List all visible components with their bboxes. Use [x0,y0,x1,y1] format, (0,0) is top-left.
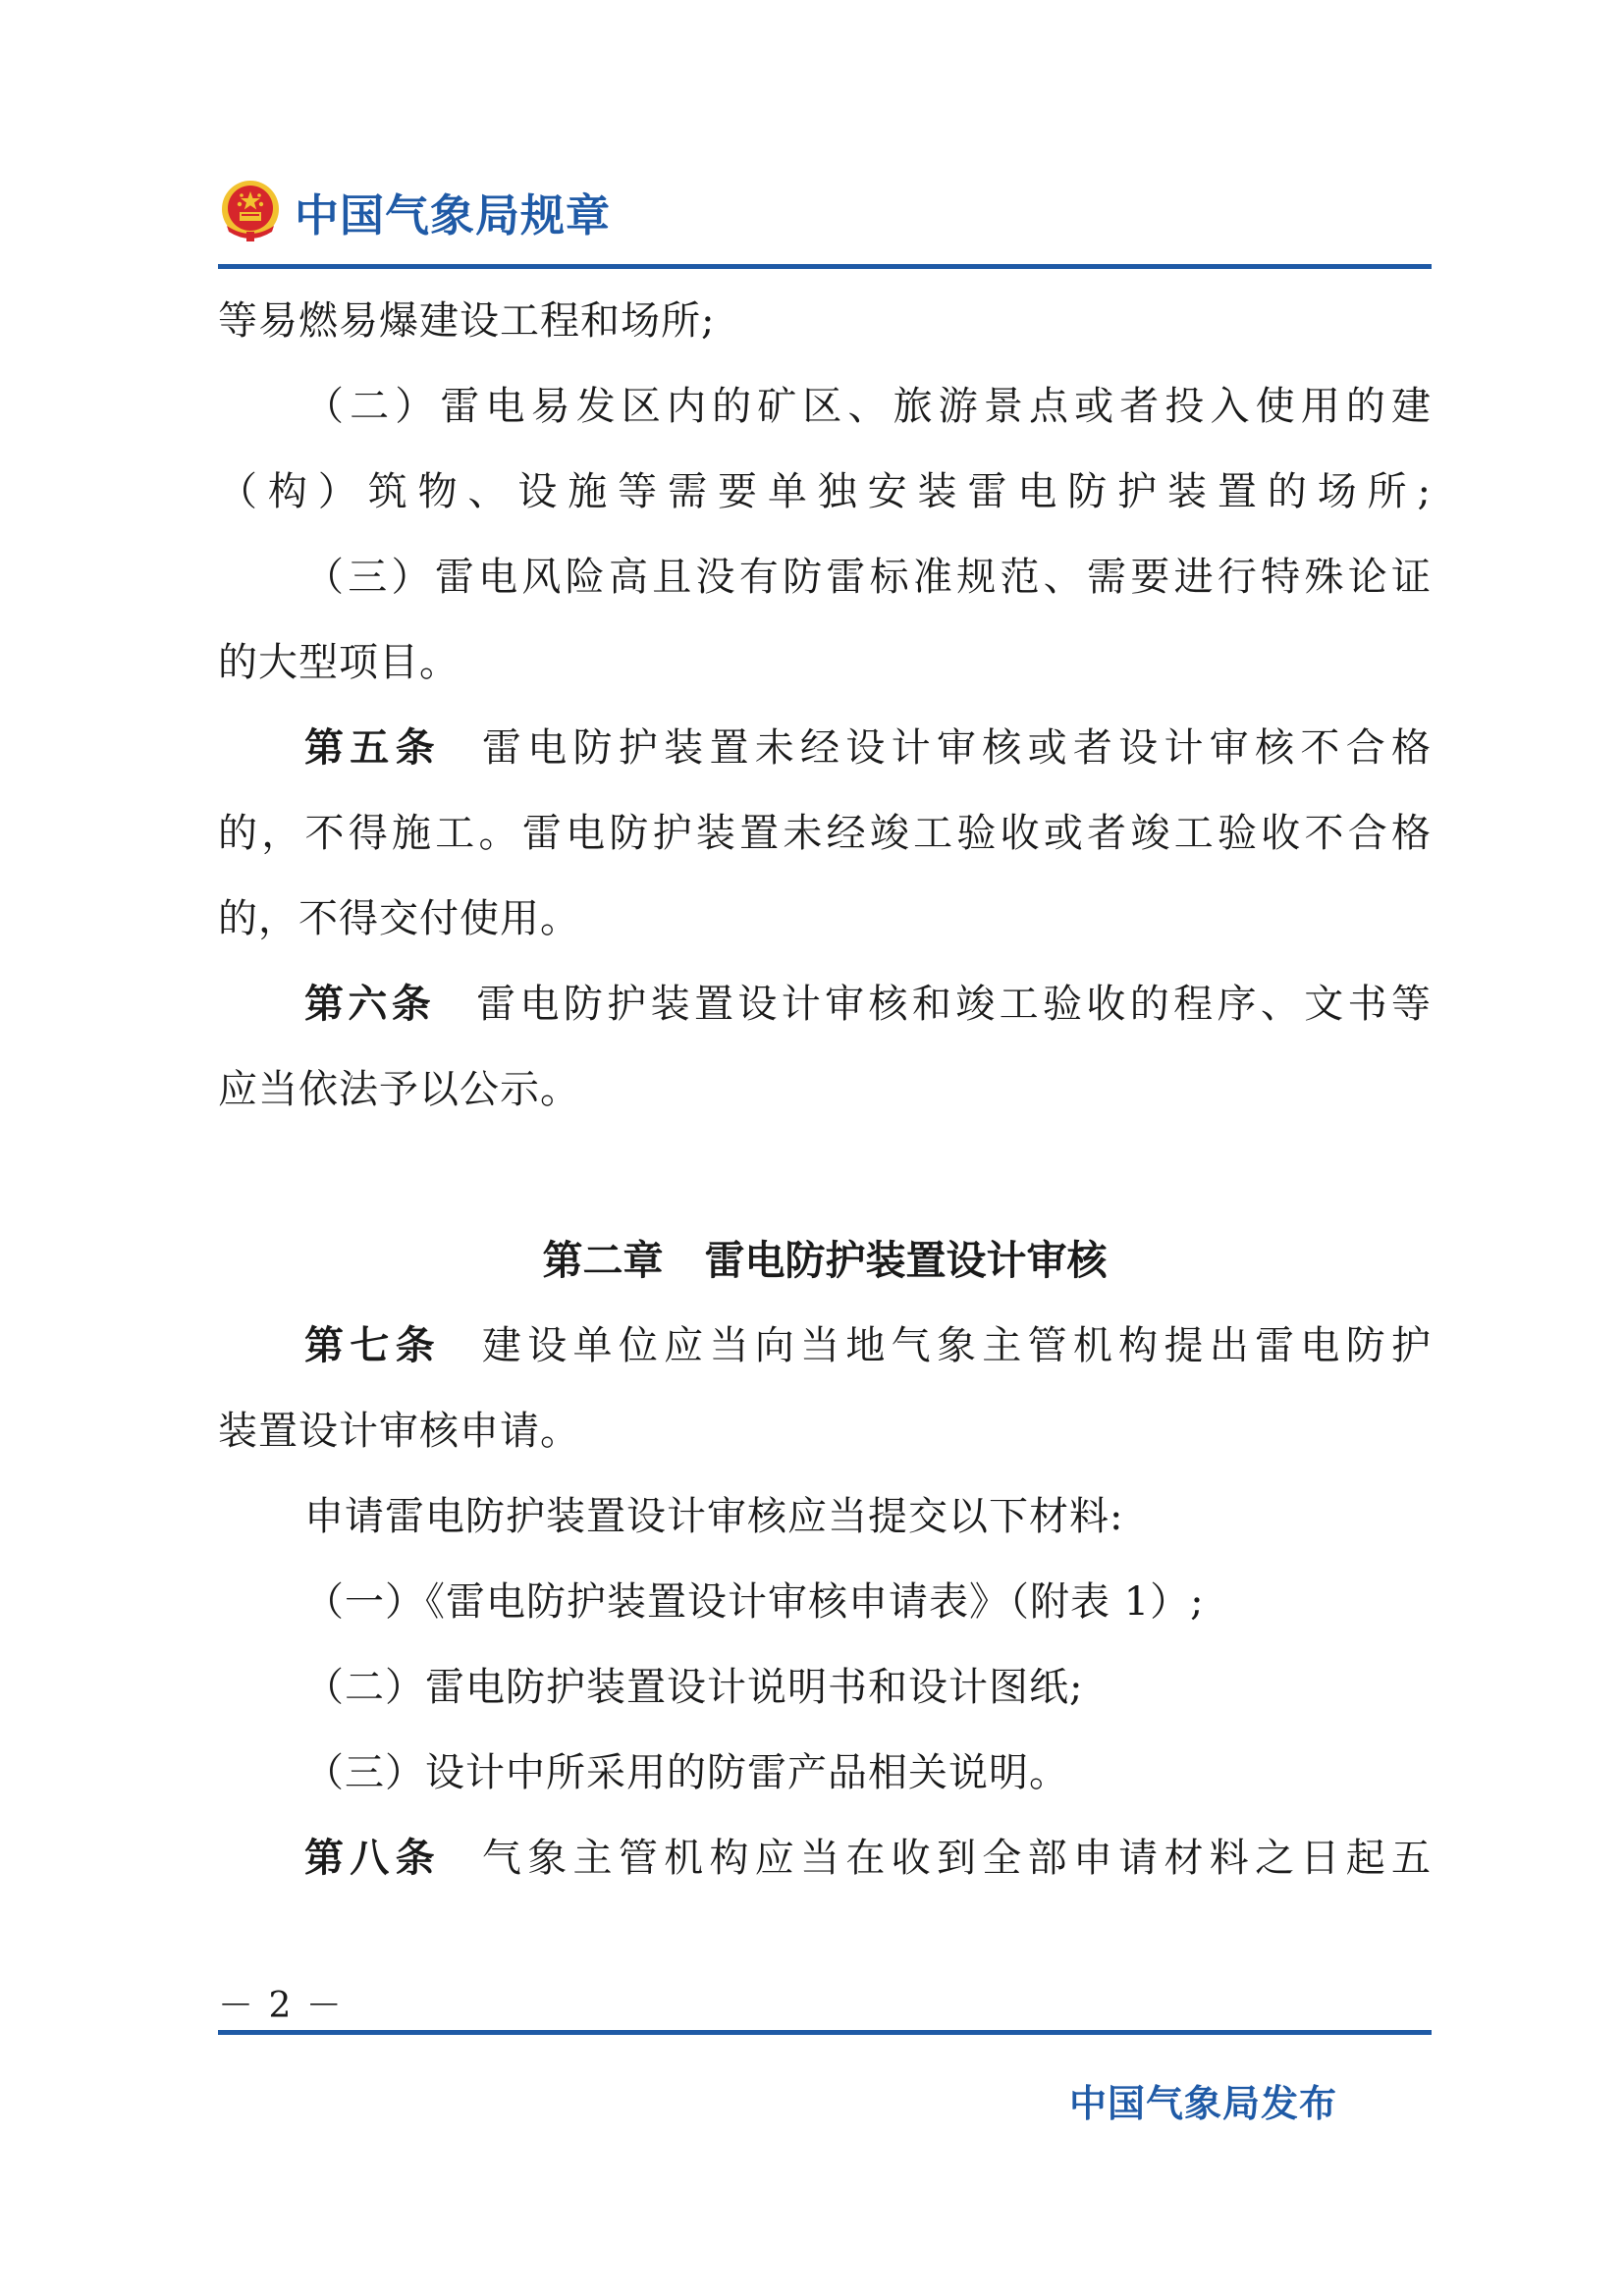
article-text: 建设单位应当向当地气象主管机构提出雷电防护 [481,1323,1433,1368]
text-line: 的大型项目。 [218,640,460,685]
list-item: （三）设计中所采用的防雷产品相关说明。 [304,1750,1069,1795]
article-label: 第七条 [304,1323,441,1368]
article-5 [218,706,1432,791]
list-item: （一）《雷电防护装置设计审核申请表》（附表 1）; [304,1579,1205,1625]
publisher: 中国气象局发布 [1068,2082,1337,2125]
article-text: 气象主管机构应当在收到全部申请材料之日起五 [481,1836,1433,1881]
list-item: （二）雷电防护装置设计说明书和设计图纸; [304,1665,1084,1710]
article-label: 第六条 [304,982,436,1027]
national-emblem-icon [218,179,283,243]
text-line: 的，不得交付使用。 [218,896,580,941]
page-header [218,177,611,245]
article-6 [218,962,1432,1047]
text-line: （三）雷电风险高且没有防雷标准规范、需要进行特殊论证 [304,555,1432,600]
text-line: （构）筑物、设施等需要单独安装雷电防护装置的场所; [218,469,1432,514]
chapter-title: 雷电防护装置设计审核 [704,1237,1108,1284]
chapter-number: 第二章 [542,1237,664,1284]
text-line: 申请雷电防护装置设计审核应当提交以下材料: [304,1494,1124,1539]
article-label: 第五条 [304,725,441,771]
page-number: － 2 － [218,1986,344,2026]
text-line: （二）雷电易发区内的矿区、旅游景点或者投入使用的建 [304,384,1432,429]
header-divider [218,264,1432,269]
text-line: 装置设计审核申请。 [218,1409,580,1454]
article-7 [218,1304,1432,1389]
article-text: 雷电防护装置设计审核和竣工验收的程序、文书等 [476,982,1432,1027]
article-label: 第八条 [304,1836,441,1881]
document-body [218,279,1432,1901]
article-text: 雷电防护装置未经设计审核或者设计审核不合格 [481,725,1433,771]
text-line: 的，不得施工。雷电防护装置未经竣工验收或者竣工验收不合格 [218,811,1432,856]
text-line: 应当依法予以公示。 [218,1067,580,1112]
article-8 [218,1816,1432,1901]
header-title: 中国气象局规章 [295,188,612,241]
footer-divider [218,2030,1432,2035]
text-line: 等易燃易爆建设工程和场所; [218,298,716,344]
spacer [218,1133,1432,1218]
chapter-heading [218,1218,1432,1304]
